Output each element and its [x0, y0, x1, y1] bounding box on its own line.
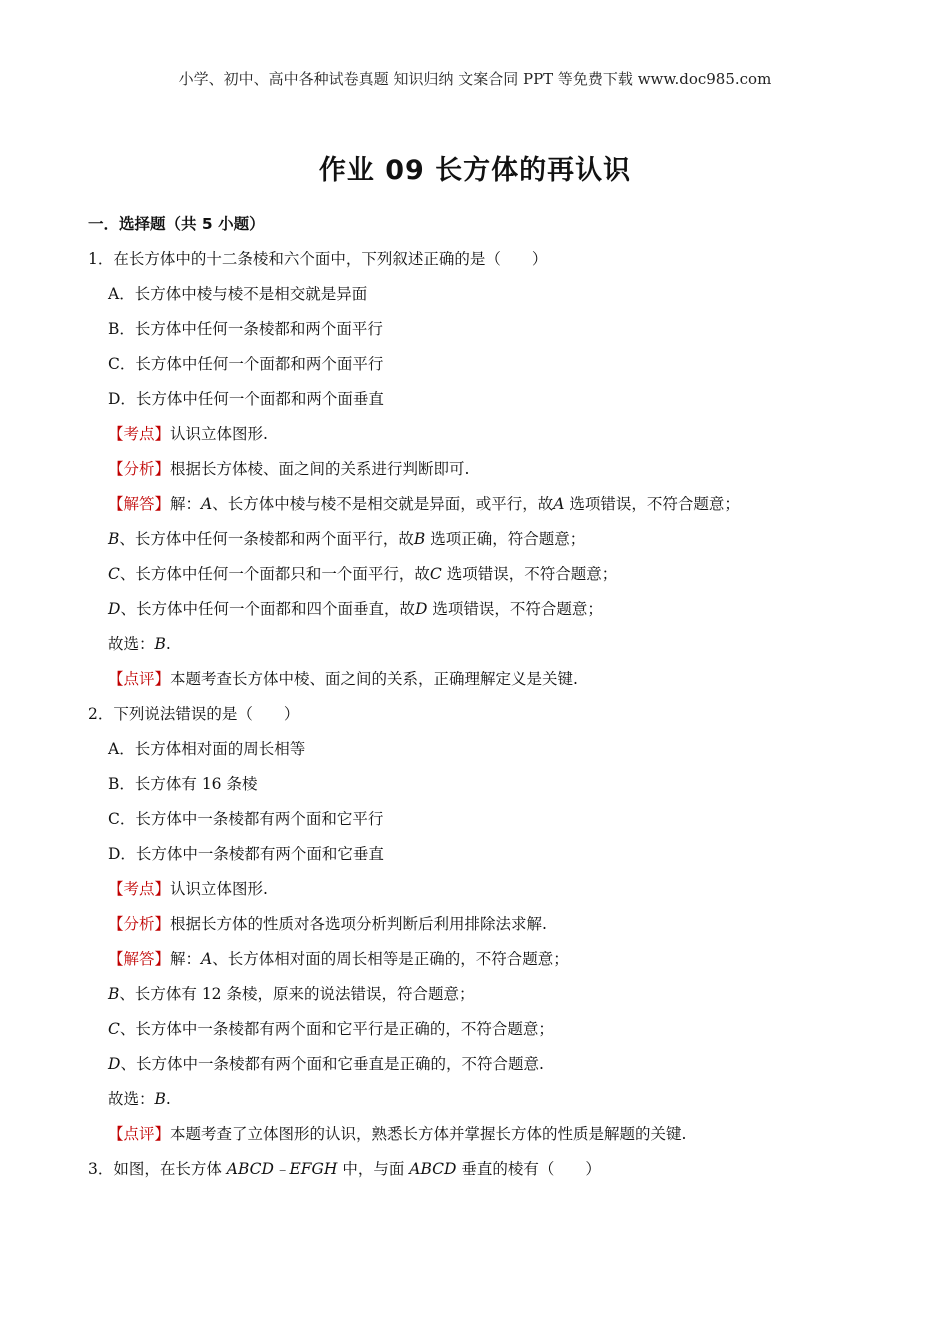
q1-option-b: B．长方体中任何一条棱都和两个面平行	[108, 320, 383, 338]
document-body	[88, 210, 878, 1190]
q2-jieda-var: A	[201, 950, 213, 968]
q2-jieda-line-c	[88, 1015, 878, 1050]
q1-choose-answer: B	[154, 635, 166, 653]
jieda-tag: 【解答】	[108, 495, 171, 513]
kaodian-tag: 【考点】	[108, 880, 171, 898]
q2-option-a: A．长方体相对面的周长相等	[108, 740, 306, 758]
q1-jieda-line-c	[88, 560, 878, 595]
site-header: 小学、初中、高中各种试卷真题 知识归纳 文案合同 PPT 等免费下载 www.doc985.com	[178, 70, 772, 88]
q2-fenxi	[88, 910, 878, 945]
q1-jieda	[88, 490, 878, 525]
q1-dianping-text: 本题考查长方体中棱、面之间的关系，正确理解定义是关键.	[170, 670, 578, 688]
q3-stem-text: 3．如图，在长方体	[88, 1160, 227, 1178]
q2-choose-label: 故选：	[108, 1090, 155, 1108]
q2-line-text: 、长方体中一条棱都有两个面和它平行是正确的，不符合题意；	[119, 1020, 554, 1038]
q1-option-c: C．长方体中任何一个面都和两个面平行	[108, 355, 384, 373]
q1-line-text: 、长方体中任何一条棱都和两个面平行，故	[119, 530, 414, 548]
q1-kaodian	[88, 420, 878, 455]
q2-jieda-line-b	[88, 980, 878, 1015]
q1-kaodian-text: 认识立体图形.	[170, 425, 268, 443]
jieda-tag: 【解答】	[108, 950, 171, 968]
q2-var: B	[108, 985, 120, 1003]
q2-choose-dot: .	[165, 1090, 171, 1108]
q1-jieda-var: A	[553, 495, 565, 513]
q1-option-a: A．长方体中棱与棱不是相交就是异面	[108, 285, 368, 303]
q2-choose	[88, 1085, 878, 1120]
q2-jieda-line-d	[88, 1050, 878, 1085]
q1-line-text: 选项正确，符合题意；	[425, 530, 586, 548]
q3-stem-text: 垂直的棱有（ ）	[456, 1160, 601, 1178]
q1-choose-label: 故选：	[108, 635, 155, 653]
q1-option-d: D．长方体中任何一个面都和两个面垂直	[108, 390, 384, 408]
q1-line-text: 选项错误，不符合题意；	[441, 565, 618, 583]
kaodian-tag: 【考点】	[108, 425, 171, 443]
q2-dianping-text: 本题考查了立体图形的认识，熟悉长方体并掌握长方体的性质是解题的关键.	[170, 1125, 687, 1143]
q1-choose-dot: .	[165, 635, 171, 653]
q2-var: D	[108, 1055, 121, 1073]
q1-line-text: 、长方体中任何一个面都和四个面垂直，故	[120, 600, 415, 618]
q2-dianping	[88, 1120, 878, 1155]
q1-dianping	[88, 665, 878, 700]
q2-jieda-prefix: 解：	[170, 950, 202, 968]
q1-fenxi-text: 根据长方体棱、面之间的关系进行判断即可.	[170, 460, 470, 478]
dianping-tag: 【点评】	[108, 1125, 171, 1143]
q1-jieda-line-b	[88, 525, 878, 560]
q2-kaodian	[88, 875, 878, 910]
q1-jieda-prefix: 解：	[170, 495, 202, 513]
q1-var: D	[414, 600, 428, 618]
dianping-tag: 【点评】	[108, 670, 171, 688]
q2-kaodian-text: 认识立体图形.	[170, 880, 268, 898]
q2-choose-answer: B	[154, 1090, 166, 1108]
q1-jieda-text: 选项错误，不符合题意；	[564, 495, 740, 513]
q1-jieda-line-d	[88, 595, 878, 630]
q3-stem-text: 中，与面	[337, 1160, 410, 1178]
q3-solid-name: ABCD﹣EFGH	[226, 1160, 338, 1178]
q1-jieda-text: 、长方体中棱与棱不是相交就是异面，或平行，故	[212, 495, 554, 513]
q2-option-b: B．长方体有 16 条棱	[108, 775, 258, 793]
q1-var: D	[108, 600, 121, 618]
q2-jieda	[88, 945, 878, 980]
q1-fenxi	[88, 455, 878, 490]
q1-jieda-var: A	[201, 495, 213, 513]
fenxi-tag: 【分析】	[108, 460, 171, 478]
q2-fenxi-text: 根据长方体的性质对各选项分析判断后利用排除法求解.	[170, 915, 547, 933]
q1-line-text: 、长方体中任何一个面都只和一个面平行，故	[119, 565, 430, 583]
q3-stem	[88, 1155, 878, 1190]
q1-choose	[88, 630, 878, 665]
q1-var: C	[429, 565, 442, 583]
page-title: 作业 09 长方体的再认识	[318, 155, 632, 186]
q1-stem: 1．在长方体中的十二条棱和六个面中，下列叙述正确的是（ ）	[88, 250, 548, 268]
q3-face-name: ABCD	[409, 1160, 457, 1178]
q2-line-text: 、长方体中一条棱都有两个面和它垂直是正确的，不符合题意.	[120, 1055, 544, 1073]
q2-option-c: C．长方体中一条棱都有两个面和它平行	[108, 810, 384, 828]
q1-var: B	[413, 530, 426, 548]
section-heading: 一．选择题（共 5 小题）	[88, 215, 265, 233]
fenxi-tag: 【分析】	[108, 915, 171, 933]
q2-line-text: 、长方体有 12 条棱，原来的说法错误，符合题意；	[119, 985, 475, 1003]
q1-var: B	[108, 530, 120, 548]
q2-option-d: D．长方体中一条棱都有两个面和它垂直	[108, 845, 384, 863]
q1-line-text: 选项错误，不符合题意；	[427, 600, 603, 618]
q1-var: C	[108, 565, 120, 583]
q2-var: C	[108, 1020, 120, 1038]
q2-stem: 2．下列说法错误的是（ ）	[88, 705, 300, 723]
q2-jieda-text: 、长方体相对面的周长相等是正确的，不符合题意；	[212, 950, 569, 968]
